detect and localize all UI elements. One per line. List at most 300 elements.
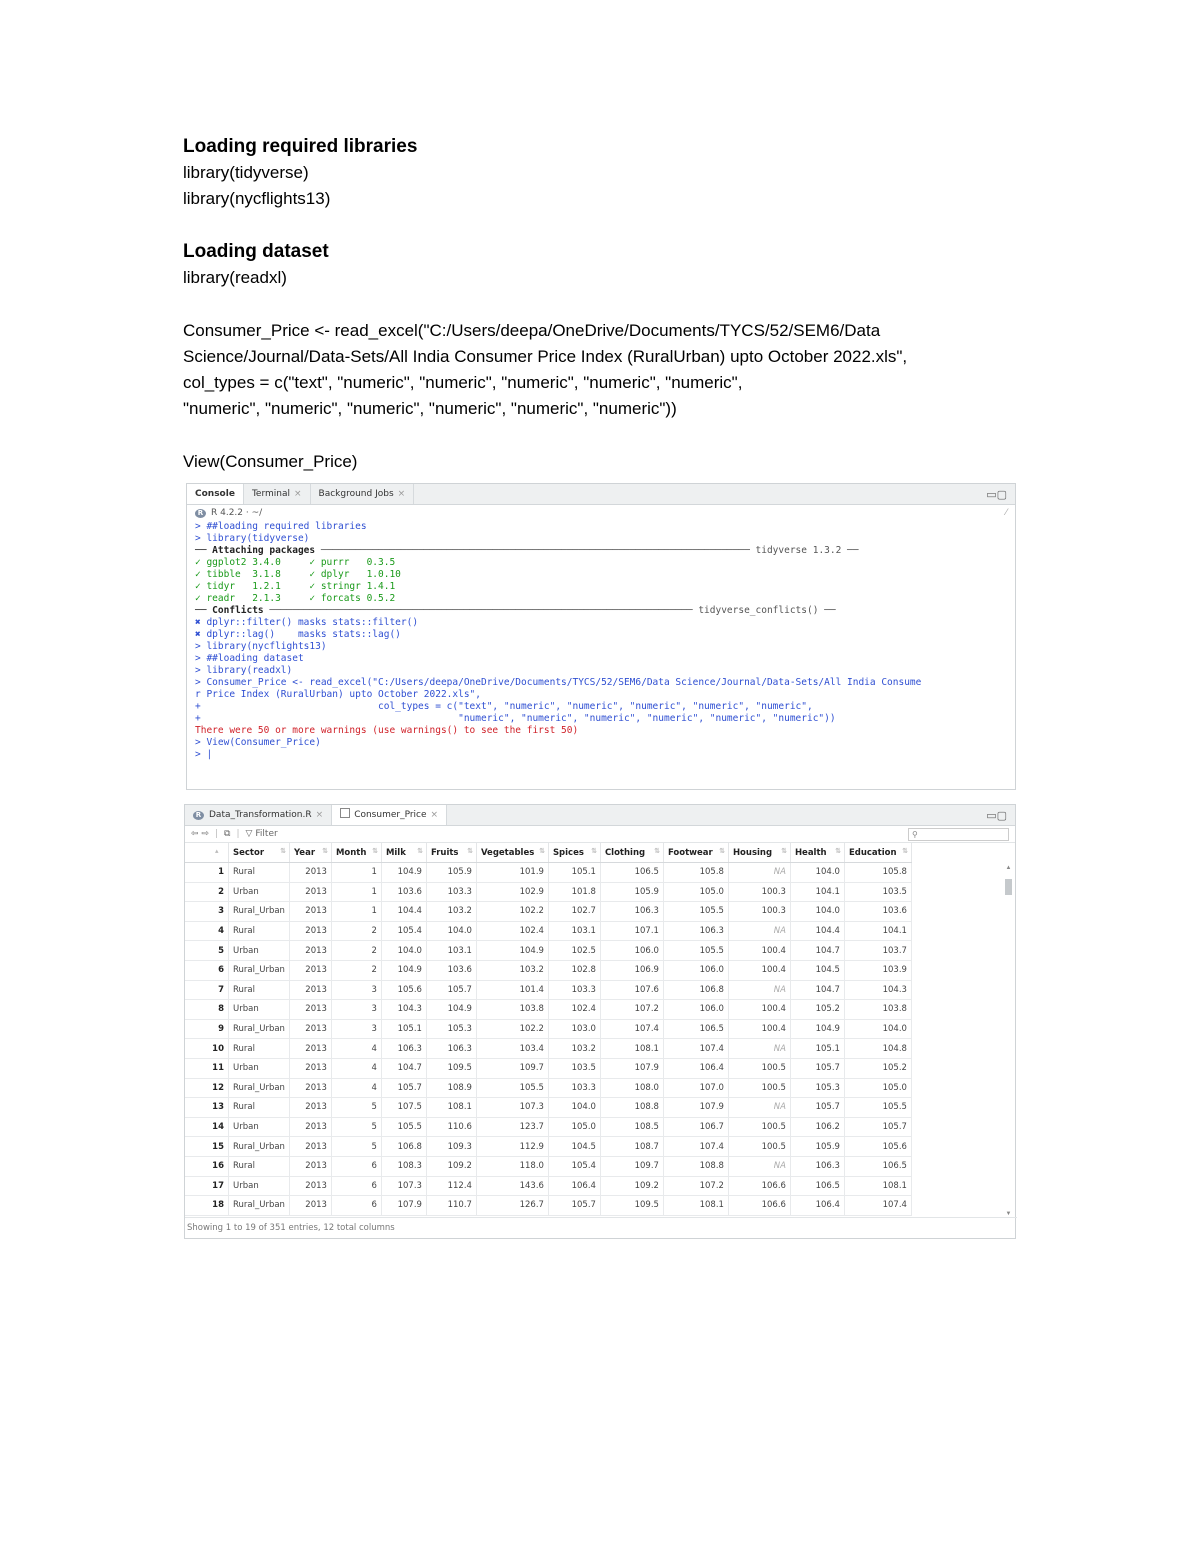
- console-line: > ##loading required libraries: [195, 521, 367, 532]
- table-row[interactable]: [185, 980, 911, 1000]
- table-cell: 102.2: [476, 1019, 548, 1039]
- column-header[interactable]: Month ⇅: [331, 843, 381, 863]
- row-number: 4: [185, 921, 229, 941]
- table-cell: 2013: [289, 1078, 331, 1098]
- table-cell: 107.9: [600, 1058, 663, 1078]
- table-cell: 2013: [289, 1098, 331, 1118]
- table-cell: 105.0: [548, 1117, 600, 1137]
- table-cell: 106.7: [663, 1117, 728, 1137]
- table-row[interactable]: [185, 1176, 911, 1196]
- table-cell: 123.7: [476, 1117, 548, 1137]
- table-cell: 106.6: [728, 1176, 790, 1196]
- row-number: 8: [185, 1000, 229, 1020]
- table-cell: 105.4: [381, 921, 426, 941]
- table-row[interactable]: [185, 1078, 911, 1098]
- tab-background-jobs[interactable]: Background Jobs ×: [311, 484, 415, 504]
- column-header[interactable]: Sector ⇅: [229, 843, 290, 863]
- column-header[interactable]: Footwear ⇅: [663, 843, 728, 863]
- sort-icon: ⇅: [280, 847, 286, 855]
- table-cell: 104.0: [844, 1019, 911, 1039]
- sort-icon: ⇅: [372, 847, 378, 855]
- table-cell: 108.0: [600, 1078, 663, 1098]
- table-row[interactable]: [185, 902, 911, 922]
- table-cell: 105.6: [844, 1137, 911, 1157]
- table-cell: 112.4: [426, 1176, 476, 1196]
- code-line: col_types = c("text", "numeric", "numeric", "numeric", "numeric", "numeric",: [183, 373, 743, 392]
- table-cell: 106.4: [548, 1176, 600, 1196]
- table-cell: 102.7: [548, 902, 600, 922]
- table-cell: 107.4: [600, 1019, 663, 1039]
- console-line: > library(readxl): [195, 665, 293, 676]
- table-cell: 106.0: [663, 1000, 728, 1020]
- table-cell: 100.3: [728, 902, 790, 922]
- table-cell: 105.4: [548, 1156, 600, 1176]
- table-cell: 100.5: [728, 1137, 790, 1157]
- table-cell: 103.9: [844, 960, 911, 980]
- table-cell: 105.5: [663, 902, 728, 922]
- sort-icon: ⇅: [539, 847, 545, 855]
- table-cell: Urban: [229, 1117, 290, 1137]
- table-cell: 104.4: [381, 902, 426, 922]
- table-cell: 107.3: [476, 1098, 548, 1118]
- table-cell: Rural_Urban: [229, 1137, 290, 1157]
- search-icon: ⚲: [912, 829, 918, 839]
- console-line: + col_types = c("text", "numeric", "numeric", "numeric", "numeric", "numeric",: [195, 701, 813, 712]
- table-row[interactable]: [185, 863, 911, 883]
- tab-console[interactable]: Console: [187, 484, 244, 504]
- table-cell: 108.1: [426, 1098, 476, 1118]
- table-cell: 2013: [289, 1156, 331, 1176]
- table-cell: 2013: [289, 1196, 331, 1216]
- sort-icon: ⇅: [591, 847, 597, 855]
- row-number: 16: [185, 1156, 229, 1176]
- table-cell: 103.3: [548, 1078, 600, 1098]
- table-cell: 105.8: [844, 863, 911, 883]
- table-cell: 105.1: [548, 863, 600, 883]
- table-cell: 3: [331, 1019, 381, 1039]
- table-cell: 105.1: [381, 1019, 426, 1039]
- filter-icon[interactable]: ▽: [245, 829, 253, 839]
- sort-icon: ▴: [215, 847, 219, 855]
- row-number: 13: [185, 1098, 229, 1118]
- table-cell: Rural: [229, 1098, 290, 1118]
- table-row[interactable]: [185, 1019, 911, 1039]
- table-cell: 109.7: [600, 1156, 663, 1176]
- table-cell: Urban: [229, 941, 290, 961]
- row-number: 18: [185, 1196, 229, 1216]
- table-icon: [340, 808, 350, 818]
- table-cell: 104.4: [790, 921, 844, 941]
- table-cell: 2013: [289, 1117, 331, 1137]
- table-cell: 106.3: [663, 921, 728, 941]
- table-cell: 108.8: [600, 1098, 663, 1118]
- table-cell: 103.3: [426, 882, 476, 902]
- console-line: + "numeric", "numeric", "numeric", "numeric", "numeric", "numeric")): [195, 713, 836, 724]
- table-cell: 105.3: [790, 1078, 844, 1098]
- table-cell: 103.3: [548, 980, 600, 1000]
- table-cell: 105.7: [548, 1196, 600, 1216]
- toolbar-divider: |: [236, 829, 240, 839]
- table-cell: 2013: [289, 960, 331, 980]
- entries-summary: Showing 1 to 19 of 351 entries, 12 total columns: [185, 1217, 1017, 1238]
- table-cell: 2013: [289, 1019, 331, 1039]
- row-number: 3: [185, 902, 229, 922]
- row-number: 5: [185, 941, 229, 961]
- table-cell: 2: [331, 941, 381, 961]
- table-cell: 106.3: [790, 1156, 844, 1176]
- table-cell: 5: [331, 1098, 381, 1118]
- table-row[interactable]: [185, 1058, 911, 1078]
- table-row[interactable]: [185, 921, 911, 941]
- column-header[interactable]: Clothing ⇅: [600, 843, 663, 863]
- table-cell: 100.5: [728, 1117, 790, 1137]
- table-cell: Rural_Urban: [229, 1019, 290, 1039]
- sort-icon: ⇅: [417, 847, 423, 855]
- table-cell: 118.0: [476, 1156, 548, 1176]
- table-cell: 108.1: [600, 1039, 663, 1059]
- code-line: "numeric", "numeric", "numeric", "numeric", "numeric", "numeric")): [183, 399, 677, 418]
- scroll-down-icon[interactable]: ▼: [1005, 1211, 1012, 1217]
- table-cell: 105.9: [600, 882, 663, 902]
- table-cell: 100.3: [728, 882, 790, 902]
- table-cell: 103.6: [426, 960, 476, 980]
- console-line: ✓ tidyr 1.2.1 ✓ stringr 1.4.1: [195, 581, 396, 592]
- console-output: [187, 521, 1015, 761]
- table-cell: 105.0: [663, 882, 728, 902]
- table-cell: 103.0: [548, 1019, 600, 1039]
- table-cell: 106.5: [663, 1019, 728, 1039]
- table-cell: 2: [331, 921, 381, 941]
- table-cell: 104.3: [844, 980, 911, 1000]
- table-cell: 104.5: [790, 960, 844, 980]
- table-cell: 2013: [289, 1137, 331, 1157]
- table-cell: 5: [331, 1117, 381, 1137]
- table-cell: 107.5: [381, 1098, 426, 1118]
- sort-icon: ⇅: [719, 847, 725, 855]
- console-line: ✖ dplyr::lag() masks stats::lag(): [195, 629, 401, 640]
- table-cell: 6: [331, 1196, 381, 1216]
- table-cell: 104.7: [381, 1058, 426, 1078]
- table-cell: 109.7: [476, 1058, 548, 1078]
- table-row[interactable]: [185, 1000, 911, 1020]
- table-row[interactable]: [185, 941, 911, 961]
- table-cell: 104.0: [426, 921, 476, 941]
- r-logo-icon: R: [195, 509, 206, 518]
- table-cell: 100.4: [728, 960, 790, 980]
- scrollbar-thumb[interactable]: [1005, 879, 1012, 895]
- table-cell: 104.7: [790, 980, 844, 1000]
- column-header[interactable]: Education ⇅: [844, 843, 911, 863]
- table-cell: Rural: [229, 980, 290, 1000]
- column-header[interactable]: Health ⇅: [790, 843, 844, 863]
- close-icon[interactable]: ×: [430, 810, 439, 820]
- table-cell: Urban: [229, 1000, 290, 1020]
- table-cell: 105.2: [844, 1058, 911, 1078]
- table-cell: 105.5: [663, 941, 728, 961]
- table-cell: 107.6: [600, 980, 663, 1000]
- table-cell: 106.5: [600, 863, 663, 883]
- table-cell: 103.6: [381, 882, 426, 902]
- table-row[interactable]: [185, 1098, 911, 1118]
- table-cell: 105.5: [381, 1117, 426, 1137]
- column-header[interactable]: Year ⇅: [289, 843, 331, 863]
- table-cell: 6: [331, 1156, 381, 1176]
- table-cell: 104.9: [790, 1019, 844, 1039]
- column-header[interactable]: Vegetables ⇅: [476, 843, 548, 863]
- heading-loading-dataset: Loading dataset: [183, 241, 329, 262]
- sort-icon: ⇅: [654, 847, 660, 855]
- table-cell: 103.5: [844, 882, 911, 902]
- table-cell: 108.1: [663, 1196, 728, 1216]
- table-cell: 2: [331, 960, 381, 980]
- code-line: library(tidyverse): [183, 163, 309, 182]
- table-cell: 105.9: [426, 863, 476, 883]
- table-cell: 100.5: [728, 1058, 790, 1078]
- table-cell: 105.9: [790, 1137, 844, 1157]
- table-cell: 107.4: [663, 1039, 728, 1059]
- table-cell: 106.6: [728, 1196, 790, 1216]
- console-line: > ##loading dataset: [195, 653, 304, 664]
- table-cell: 106.9: [600, 960, 663, 980]
- table-cell: 106.0: [600, 941, 663, 961]
- table-cell: 107.2: [663, 1176, 728, 1196]
- table-cell: Rural_Urban: [229, 902, 290, 922]
- table-cell: NA: [728, 863, 790, 883]
- table-cell: 104.9: [476, 941, 548, 961]
- console-line: ✓ tibble 3.1.8 ✓ dplyr 1.0.10: [195, 569, 401, 580]
- table-cell: 106.8: [663, 980, 728, 1000]
- table-cell: 2013: [289, 980, 331, 1000]
- window-controls[interactable]: ▭▢: [986, 808, 1007, 822]
- table-cell: 106.3: [600, 902, 663, 922]
- sort-icon: ⇅: [902, 847, 908, 855]
- table-cell: 108.3: [381, 1156, 426, 1176]
- table-cell: 102.9: [476, 882, 548, 902]
- column-header[interactable]: Milk ⇅: [381, 843, 426, 863]
- table-cell: 104.3: [381, 1000, 426, 1020]
- table-cell: 108.8: [663, 1156, 728, 1176]
- table-row[interactable]: [185, 1039, 911, 1059]
- table-cell: 102.4: [548, 1000, 600, 1020]
- column-header[interactable]: Spices ⇅: [548, 843, 600, 863]
- table-cell: Rural_Urban: [229, 960, 290, 980]
- table-cell: 103.2: [548, 1039, 600, 1059]
- table-cell: Rural_Urban: [229, 1078, 290, 1098]
- rstudio-data-viewer-screenshot: [184, 804, 1016, 1239]
- console-line: > library(tidyverse): [195, 533, 310, 544]
- table-header-row: [185, 843, 911, 863]
- table-cell: 105.5: [476, 1078, 548, 1098]
- tab-data-transformation[interactable]: R Data_Transformation.R ×: [185, 805, 332, 825]
- heading-loading-libraries: Loading required libraries: [183, 136, 418, 157]
- r-file-icon: R: [193, 811, 204, 820]
- table-cell: 2013: [289, 1000, 331, 1020]
- table-cell: 126.7: [476, 1196, 548, 1216]
- table-cell: 103.2: [476, 960, 548, 980]
- table-cell: NA: [728, 921, 790, 941]
- row-number: 17: [185, 1176, 229, 1196]
- document-body: [183, 134, 1023, 475]
- r-version: R 4.2.2 · ~/: [211, 508, 263, 518]
- table-cell: 107.9: [381, 1196, 426, 1216]
- table-cell: 102.4: [476, 921, 548, 941]
- sort-icon: ⇅: [781, 847, 787, 855]
- table-cell: 102.5: [548, 941, 600, 961]
- table-row[interactable]: [185, 1137, 911, 1157]
- table-row[interactable]: [185, 960, 911, 980]
- table-cell: 102.2: [476, 902, 548, 922]
- table-row[interactable]: [185, 882, 911, 902]
- row-number: 10: [185, 1039, 229, 1059]
- scroll-up-icon[interactable]: ▲: [1005, 865, 1012, 871]
- table-cell: 105.7: [381, 1078, 426, 1098]
- console-line: ✓ readr 2.1.3 ✓ forcats 0.5.2: [195, 593, 396, 604]
- table-cell: Rural: [229, 863, 290, 883]
- console-line: > library(nycflights13): [195, 641, 327, 652]
- table-cell: 100.5: [728, 1078, 790, 1098]
- back-forward-icon[interactable]: ⇦ ⇨: [191, 829, 209, 839]
- console-prompt[interactable]: > |: [195, 749, 213, 760]
- table-cell: 100.4: [728, 1019, 790, 1039]
- row-number: 11: [185, 1058, 229, 1078]
- sort-icon: ⇅: [835, 847, 841, 855]
- table-cell: 105.3: [426, 1019, 476, 1039]
- table-cell: 106.5: [844, 1156, 911, 1176]
- table-cell: 105.7: [426, 980, 476, 1000]
- table-body: [185, 863, 911, 1216]
- table-cell: 104.9: [381, 960, 426, 980]
- code-line: Science/Journal/Data-Sets/All India Consumer Price Index (RuralUrban) upto October 2022.xls",: [183, 347, 908, 366]
- table-cell: 106.0: [663, 960, 728, 980]
- table-cell: 2013: [289, 1039, 331, 1059]
- code-line: library(nycflights13): [183, 189, 331, 208]
- table-cell: 103.4: [476, 1039, 548, 1059]
- table-cell: 2013: [289, 902, 331, 922]
- console-warning: There were 50 or more warnings (use warnings() to see the first 50): [195, 725, 579, 736]
- filter-button[interactable]: Filter: [255, 829, 278, 839]
- console-header: [187, 505, 1015, 521]
- console-line: ✓ ggplot2 3.4.0 ✓ purrr 0.3.5: [195, 557, 396, 568]
- console-line: r Price Index (RuralUrban) upto October 2022.xls",: [195, 689, 481, 700]
- tab-consumer-price[interactable]: Consumer_Price ×: [332, 805, 447, 825]
- table-cell: 101.8: [548, 882, 600, 902]
- table-cell: 2013: [289, 1058, 331, 1078]
- row-number: 14: [185, 1117, 229, 1137]
- column-header-rownum[interactable]: [185, 843, 229, 863]
- table-cell: 107.3: [381, 1176, 426, 1196]
- table-cell: 107.1: [600, 921, 663, 941]
- table-row[interactable]: [185, 1196, 911, 1216]
- console-line: > View(Consumer_Price): [195, 737, 321, 748]
- row-number: 7: [185, 980, 229, 1000]
- view-line: View(Consumer_Price): [183, 452, 358, 471]
- close-icon[interactable]: ×: [397, 489, 406, 499]
- table-cell: 109.5: [426, 1058, 476, 1078]
- table-cell: 143.6: [476, 1176, 548, 1196]
- table-cell: 101.9: [476, 863, 548, 883]
- table-cell: 105.1: [790, 1039, 844, 1059]
- table-cell: 106.4: [790, 1196, 844, 1216]
- table-cell: 106.5: [790, 1176, 844, 1196]
- table-row[interactable]: [185, 1117, 911, 1137]
- popout-icon[interactable]: ⧉: [224, 829, 231, 839]
- table-cell: Rural: [229, 1039, 290, 1059]
- table-row[interactable]: [185, 1156, 911, 1176]
- table-cell: 105.0: [844, 1078, 911, 1098]
- table-cell: 104.7: [790, 941, 844, 961]
- row-number: 15: [185, 1137, 229, 1157]
- table-cell: 104.5: [548, 1137, 600, 1157]
- code-line: Consumer_Price <- read_excel("C:/Users/deepa/OneDrive/Documents/TYCS/52/SEM6/Data: [183, 321, 881, 340]
- tab-terminal[interactable]: Terminal ×: [244, 484, 311, 504]
- table-cell: NA: [728, 1156, 790, 1176]
- table-cell: Rural: [229, 921, 290, 941]
- table-cell: Urban: [229, 1058, 290, 1078]
- table-cell: 104.9: [381, 863, 426, 883]
- code-line: library(readxl): [183, 268, 287, 287]
- window-controls[interactable]: ▭▢: [986, 487, 1007, 501]
- table-cell: 1: [331, 882, 381, 902]
- table-cell: 104.0: [381, 941, 426, 961]
- table-cell: 103.6: [844, 902, 911, 922]
- table-cell: 103.5: [548, 1058, 600, 1078]
- table-cell: 104.0: [790, 863, 844, 883]
- sort-icon: ⇅: [322, 847, 328, 855]
- table-cell: 3: [331, 980, 381, 1000]
- search-input[interactable]: [908, 828, 1009, 841]
- close-icon[interactable]: ×: [315, 810, 324, 820]
- console-tab-bar: [187, 484, 1015, 505]
- console-line: ── Conflicts ────────────────────────────────────────────────────────────────────────── tidyverse_conflicts() ──: [195, 605, 836, 616]
- row-number: 12: [185, 1078, 229, 1098]
- table-cell: 108.5: [600, 1117, 663, 1137]
- table-cell: Rural: [229, 1156, 290, 1176]
- table-cell: 2013: [289, 1176, 331, 1196]
- table-cell: 1: [331, 863, 381, 883]
- table-cell: 108.1: [844, 1176, 911, 1196]
- table-cell: 103.8: [844, 1000, 911, 1020]
- row-number: 2: [185, 882, 229, 902]
- table-cell: NA: [728, 1098, 790, 1118]
- column-header[interactable]: Fruits ⇅: [426, 843, 476, 863]
- table-cell: 107.0: [663, 1078, 728, 1098]
- table-cell: 2013: [289, 882, 331, 902]
- table-cell: 108.7: [600, 1137, 663, 1157]
- table-cell: 106.8: [381, 1137, 426, 1157]
- toolbar-divider: |: [214, 829, 218, 839]
- table-cell: 105.7: [790, 1098, 844, 1118]
- row-number: 9: [185, 1019, 229, 1039]
- clear-console-icon[interactable]: ⁄: [1005, 508, 1007, 518]
- viewer-toolbar: [185, 826, 1015, 843]
- table-cell: 104.0: [790, 902, 844, 922]
- console-line: > Consumer_Price <- read_excel("C:/Users/deepa/OneDrive/Documents/TYCS/52/SEM6/Data Science/Journal/Data-Sets/All India Consume: [195, 677, 922, 688]
- close-icon[interactable]: ×: [293, 489, 302, 499]
- column-header[interactable]: Housing ⇅: [728, 843, 790, 863]
- table-cell: 105.6: [381, 980, 426, 1000]
- table-cell: 105.5: [844, 1098, 911, 1118]
- table-cell: 100.4: [728, 941, 790, 961]
- table-cell: 103.8: [476, 1000, 548, 1020]
- table-cell: 105.2: [790, 1000, 844, 1020]
- table-cell: 5: [331, 1137, 381, 1157]
- table-cell: 109.3: [426, 1137, 476, 1157]
- vertical-scrollbar[interactable]: [1004, 865, 1013, 1217]
- table-cell: 2013: [289, 863, 331, 883]
- table-cell: 109.5: [600, 1196, 663, 1216]
- table-cell: 110.7: [426, 1196, 476, 1216]
- table-cell: 102.8: [548, 960, 600, 980]
